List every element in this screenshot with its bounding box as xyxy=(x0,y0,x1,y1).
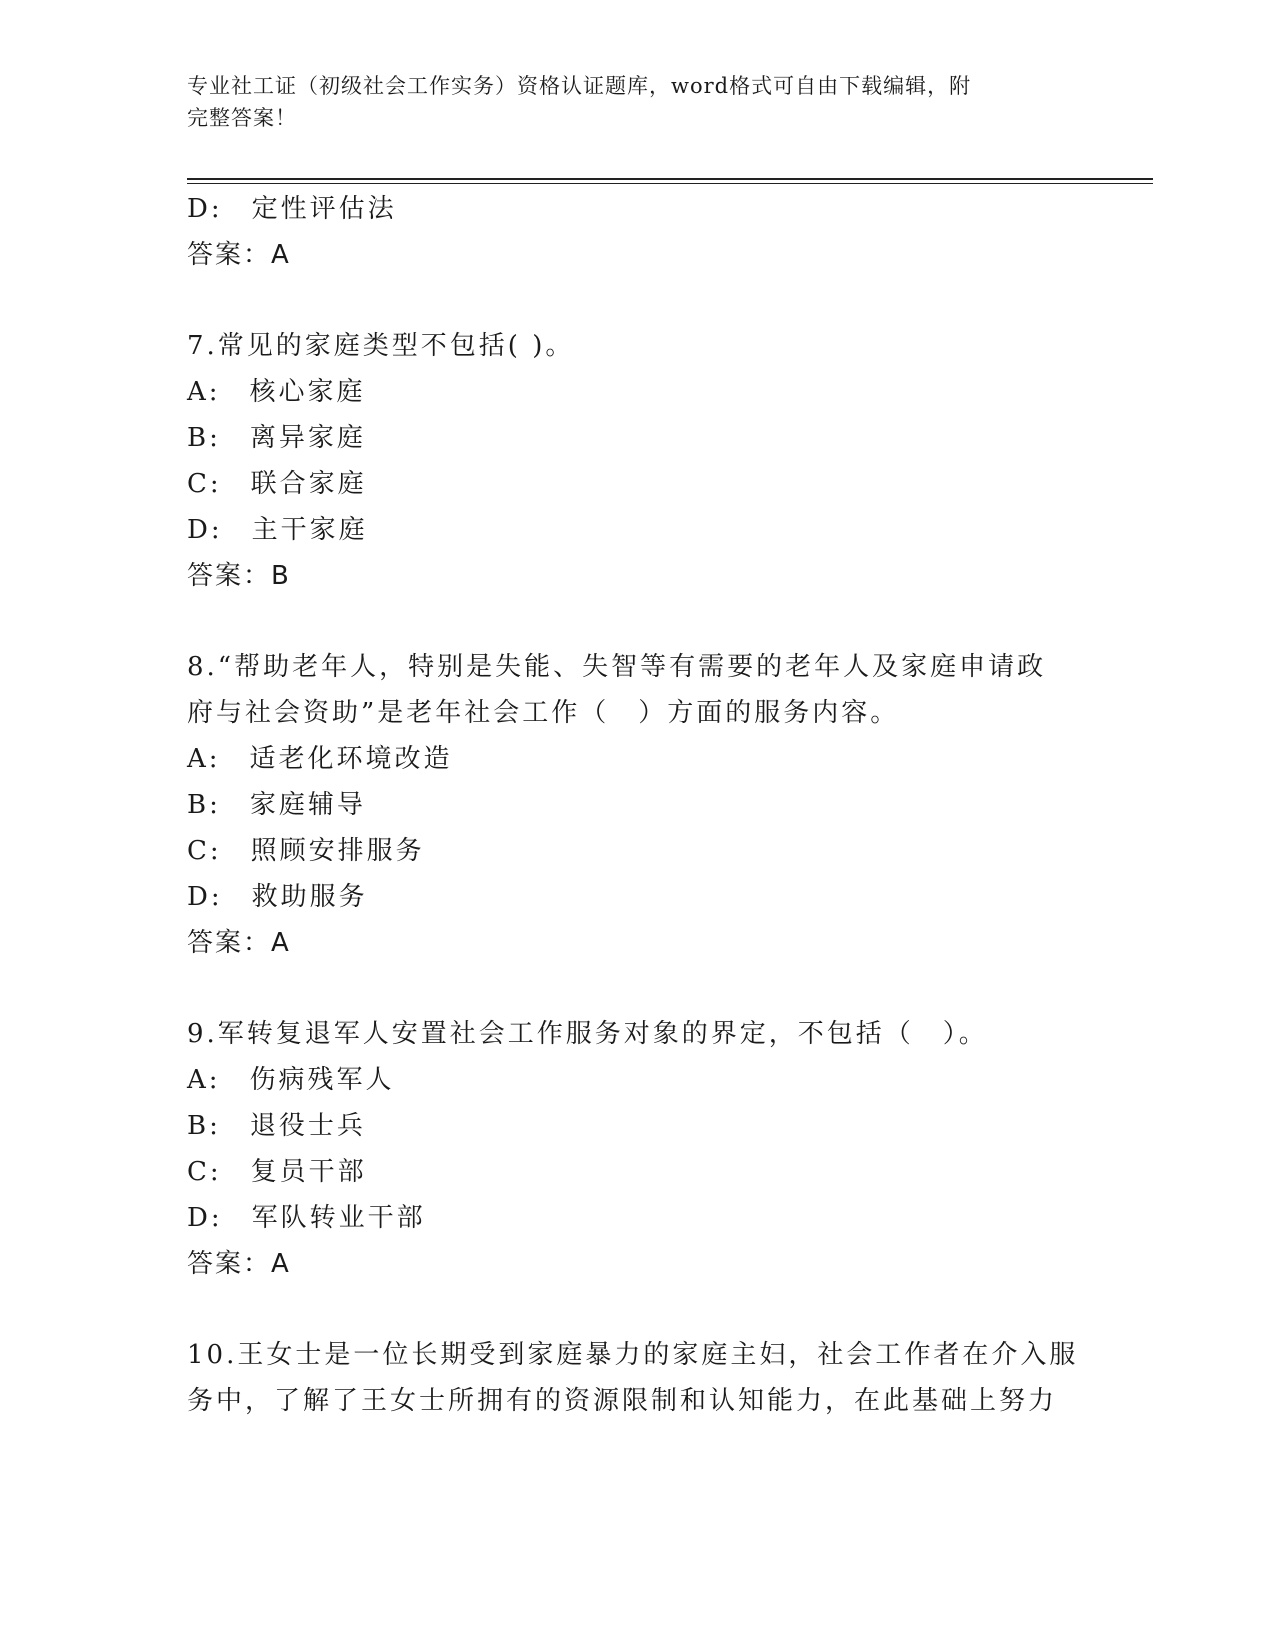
question-stem: 10.王女士是一位长期受到家庭暴力的家庭主妇，社会工作者在介入服 xyxy=(187,1340,1079,1370)
header-line-2: 完整答案！ xyxy=(187,106,297,130)
header-rule-thick xyxy=(187,178,1153,180)
option-b: B: 退役士兵 xyxy=(187,1111,366,1141)
answer-line: 答案：A xyxy=(187,928,291,958)
option-d: D: 救助服务 xyxy=(187,882,368,912)
header-line-1: 专业社工证（初级社会工作实务）资格认证题库，word格式可自由下载编辑，附 xyxy=(187,74,972,98)
option-a: A: 伤病残军人 xyxy=(187,1065,395,1095)
option-d: D: 定性评估法 xyxy=(187,194,397,224)
question-stem: 府与社会资助”是老年社会工作（ ）方面的服务内容。 xyxy=(187,698,900,728)
answer-line: 答案：A xyxy=(187,240,291,270)
option-b: B: 家庭辅导 xyxy=(187,790,366,820)
option-d: D: 军队转业干部 xyxy=(187,1203,426,1233)
option-a: A: 适老化环境改造 xyxy=(187,744,453,774)
option-c: C: 照顾安排服务 xyxy=(187,836,425,866)
document-body xyxy=(187,186,1087,1424)
question-stem: 9.军转复退军人安置社会工作服务对象的界定，不包括（ ）。 xyxy=(187,1019,988,1049)
answer-line: 答案：A xyxy=(187,1249,291,1279)
option-c: C: 复员干部 xyxy=(187,1157,367,1187)
option-b: B: 离异家庭 xyxy=(187,423,366,453)
option-a: A: 核心家庭 xyxy=(187,377,366,407)
option-d: D: 主干家庭 xyxy=(187,515,368,545)
question-stem: 8.“帮助老年人，特别是失能、失智等有需要的老年人及家庭申请政 xyxy=(187,652,1047,682)
option-c: C: 联合家庭 xyxy=(187,469,367,499)
question-stem: 务中，了解了王女士所拥有的资源限制和认知能力，在此基础上努力 xyxy=(187,1386,1058,1416)
header-rule-thin xyxy=(187,183,1153,184)
question-stem: 7.常见的家庭类型不包括( )。 xyxy=(187,331,575,361)
document-header xyxy=(187,70,1067,134)
answer-line: 答案：B xyxy=(187,561,291,591)
